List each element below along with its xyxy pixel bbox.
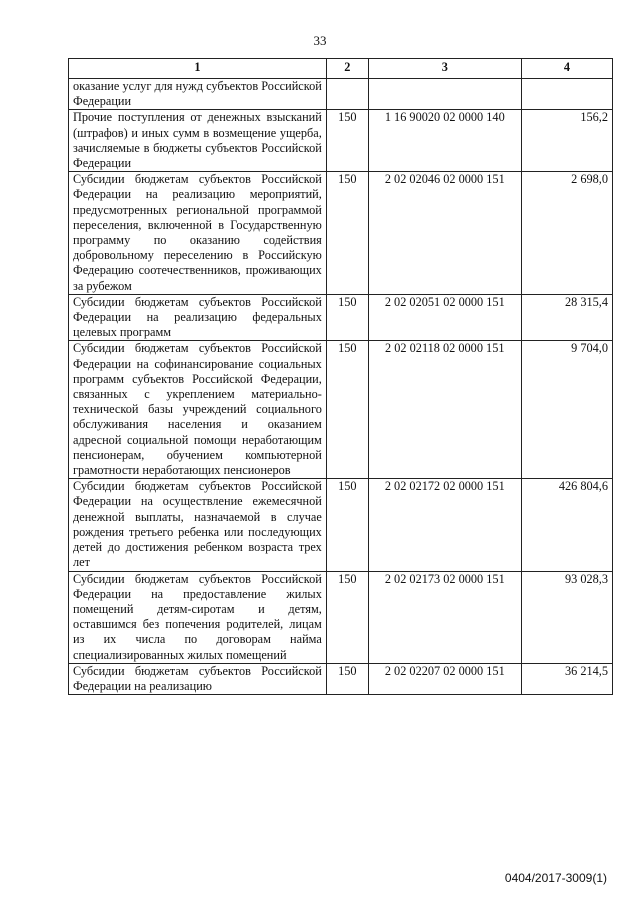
column-header-2: 2 [326, 59, 368, 79]
row-description: Субсидии бюджетам субъектов Российской Федерации на софинансирование социальных программ субъектов Российской Федерации, связанных с укреплением материально-технической базы учреждений социального обслуживания населения и оказанием адресной социальной помощи неработающим пенсионерам, обучением компьютерной грамотности неработающих пенсионеров [69, 341, 327, 479]
row-amount: 28 315,4 [521, 294, 612, 341]
row-budget-code: 2 02 02172 02 0000 151 [368, 479, 521, 571]
row-description: оказание услуг для нужд субъектов Российской Федерации [69, 79, 327, 110]
row-line-code: 150 [326, 571, 368, 663]
column-header-3: 3 [368, 59, 521, 79]
row-amount: 9 704,0 [521, 341, 612, 479]
table-row [69, 79, 613, 110]
row-line-code: 150 [326, 172, 368, 295]
row-amount: 426 804,6 [521, 479, 612, 571]
page-number: 33 [313, 33, 327, 48]
row-line-code [326, 79, 368, 110]
table-header-row [69, 59, 613, 79]
table-row [69, 341, 613, 479]
row-description: Субсидии бюджетам субъектов Российской Федерации на осуществление ежемесячной денежной выплаты, назначаемой в случае рождения третьего ребенка или последующих детей до достижения ребенком возраста трех лет [69, 479, 327, 571]
row-budget-code: 2 02 02118 02 0000 151 [368, 341, 521, 479]
table-row [69, 479, 613, 571]
row-description: Субсидии бюджетам субъектов Российской Федерации на реализацию мероприятий, предусмотренных региональной программой переселения, включенной в Государственную программу по оказанию содействия добровольному переселению в Российскую Федерацию соотечественников, проживающих за рубежом [69, 172, 327, 295]
table-row [69, 663, 613, 694]
row-budget-code: 1 16 90020 02 0000 140 [368, 110, 521, 172]
budget-table [68, 58, 613, 695]
row-amount: 156,2 [521, 110, 612, 172]
column-header-1: 1 [69, 59, 327, 79]
document-registration-code: 0404/2017-3009(1) [504, 871, 607, 885]
row-line-code: 150 [326, 110, 368, 172]
row-budget-code: 2 02 02207 02 0000 151 [368, 663, 521, 694]
table-row [69, 172, 613, 295]
row-budget-code [368, 79, 521, 110]
row-budget-code: 2 02 02173 02 0000 151 [368, 571, 521, 663]
table-row [69, 571, 613, 663]
row-amount: 36 214,5 [521, 663, 612, 694]
row-description: Субсидии бюджетам субъектов Российской Федерации на реализацию [69, 663, 327, 694]
row-description: Прочие поступления от денежных взысканий (штрафов) и иных сумм в возмещение ущерба, зачисляемые в бюджеты субъектов Российской Федерации [69, 110, 327, 172]
row-amount: 2 698,0 [521, 172, 612, 295]
row-budget-code: 2 02 02046 02 0000 151 [368, 172, 521, 295]
row-budget-code: 2 02 02051 02 0000 151 [368, 294, 521, 341]
row-line-code: 150 [326, 294, 368, 341]
column-header-4: 4 [521, 59, 612, 79]
table-row [69, 294, 613, 341]
row-line-code: 150 [326, 341, 368, 479]
row-amount: 93 028,3 [521, 571, 612, 663]
table-row [69, 110, 613, 172]
row-line-code: 150 [326, 479, 368, 571]
row-description: Субсидии бюджетам субъектов Российской Федерации на реализацию федеральных целевых программ [69, 294, 327, 341]
row-line-code: 150 [326, 663, 368, 694]
row-amount [521, 79, 612, 110]
row-description: Субсидии бюджетам субъектов Российской Федерации на предоставление жилых помещений детям-сиротам и детям, оставшимся без попечения родителей, лицам из их числа по договорам найма специализированных жилых помещений [69, 571, 327, 663]
